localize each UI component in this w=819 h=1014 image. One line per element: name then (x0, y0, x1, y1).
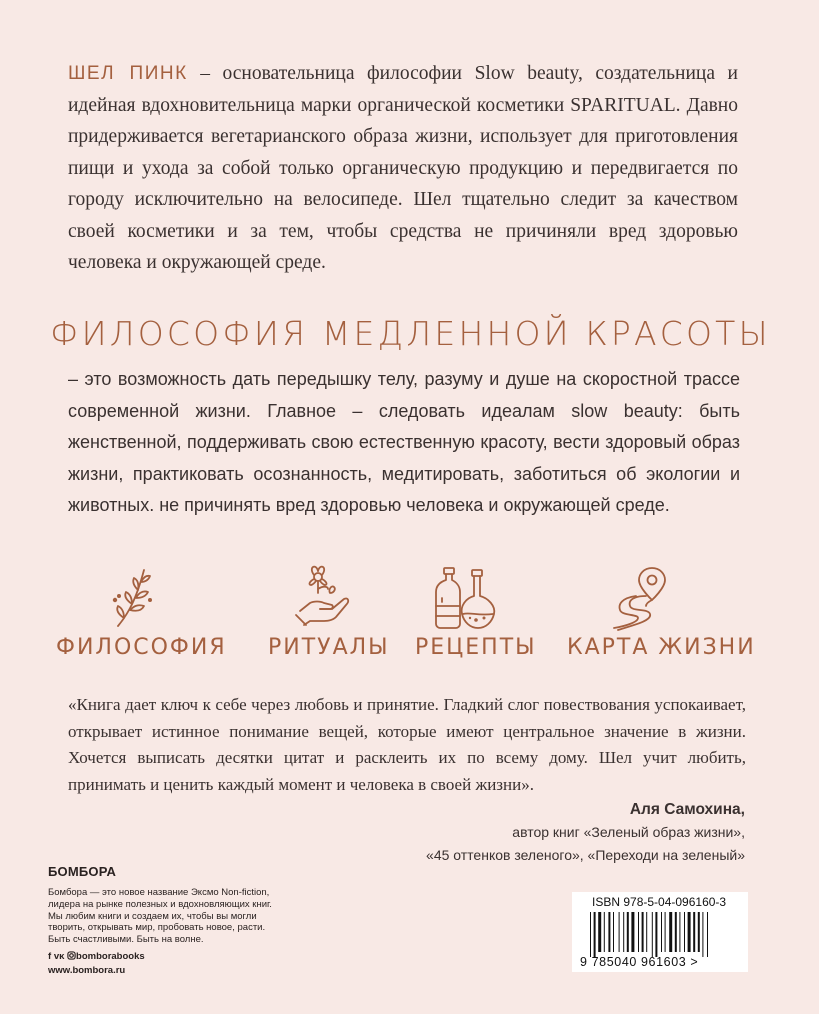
social-links (48, 951, 145, 962)
publisher-line: Быть счастливыми. Быть на волне. (48, 934, 204, 946)
potion-bottles-icon (432, 566, 498, 632)
quote-attribution (426, 799, 745, 867)
author-bio (68, 58, 738, 279)
flower-hand-icon (294, 563, 352, 629)
isbn-number: ISBN 978-5-04-096160-3 (592, 895, 727, 909)
herb-branch-icon (110, 566, 160, 630)
philosophy-text: – это возможность дать передышку телу, разуму и душе на скоростной трассе современной жизни. Главное – следовать идеалам slow beauty: быть женственной, поддерживать свою естественную красоту, вести здоровый образ жизни, практиковать осознанность, медитировать, заботиться об экологии и животных. не причинять вред здоровью человека и окружающей среде. (68, 369, 740, 515)
quote-author-name: Аля Самохина, (629, 801, 745, 818)
feature-label-recipes: РЕЦЕПТЫ (415, 635, 537, 660)
publisher-logo: БОМБОРА (48, 864, 117, 879)
map-route-icon (612, 566, 674, 632)
feature-label-rituals: РИТУАЛЫ (268, 635, 390, 660)
review-quote: «Книга дает ключ к себе через любовь и принятие. Гладкий слог повествования успокаивает, открывает истинное понимание вещей, которые имеют центральное значение в жизни. Хочется выписать десятки цитат и расклеить их по всему дому. Шел учит любить, принимать и ценить каждый момент и человека в своей жизни». (68, 695, 746, 794)
publisher-description (48, 887, 338, 946)
publisher-line: Мы любим книги и создаем их, чтобы вы могли (48, 910, 257, 922)
social-handle[interactable]: bomborabooks (76, 951, 145, 962)
quote-author-credit-1: автор книг «Зеленый образ жизни», (512, 824, 745, 840)
publisher-line: Бомбора — это новое название Эксмо Non-fiction, (48, 887, 270, 898)
author-name: ШЕЛ ПИНК (68, 63, 188, 84)
quote-author-credit-2: «45 оттенков зеленого», «Переходи на зеленый» (426, 847, 745, 863)
author-bio-text: – основательница философии Slow beauty, создательница и идейная вдохновительница марки органической косметики SPARITUAL. Давно придерживается вегетарианского образа жизни, использует для приготовления пищи и ухода за собой только органическую продукцию и передвигается по городу исключительно на велосипеде. Шел тщательно следит за качеством своей косметики и за тем, чтобы средства не причиняли вред здоровью человека и окружающей среде. (68, 63, 738, 273)
publisher-line: лидера на рынке полезных и вдохновляющих книг. (48, 898, 272, 910)
philosophy-heading: ФИЛОСОФИЯ МЕДЛЕННОЙ КРАСОТЫ (50, 314, 771, 353)
barcode-digits: 9 785040 961603 > (580, 955, 699, 969)
instagram-icon[interactable] (67, 951, 76, 960)
feature-label-life-map: КАРТА ЖИЗНИ (567, 635, 756, 660)
facebook-icon[interactable]: f (48, 951, 52, 962)
vk-icon[interactable]: ᴠᴋ (53, 951, 65, 962)
publisher-line: творить, открывать мир, пробовать новое, расти. (48, 922, 266, 934)
website-link[interactable]: www.bombora.ru (48, 965, 126, 976)
feature-label-philosophy: ФИЛОСОФИЯ (56, 635, 227, 660)
